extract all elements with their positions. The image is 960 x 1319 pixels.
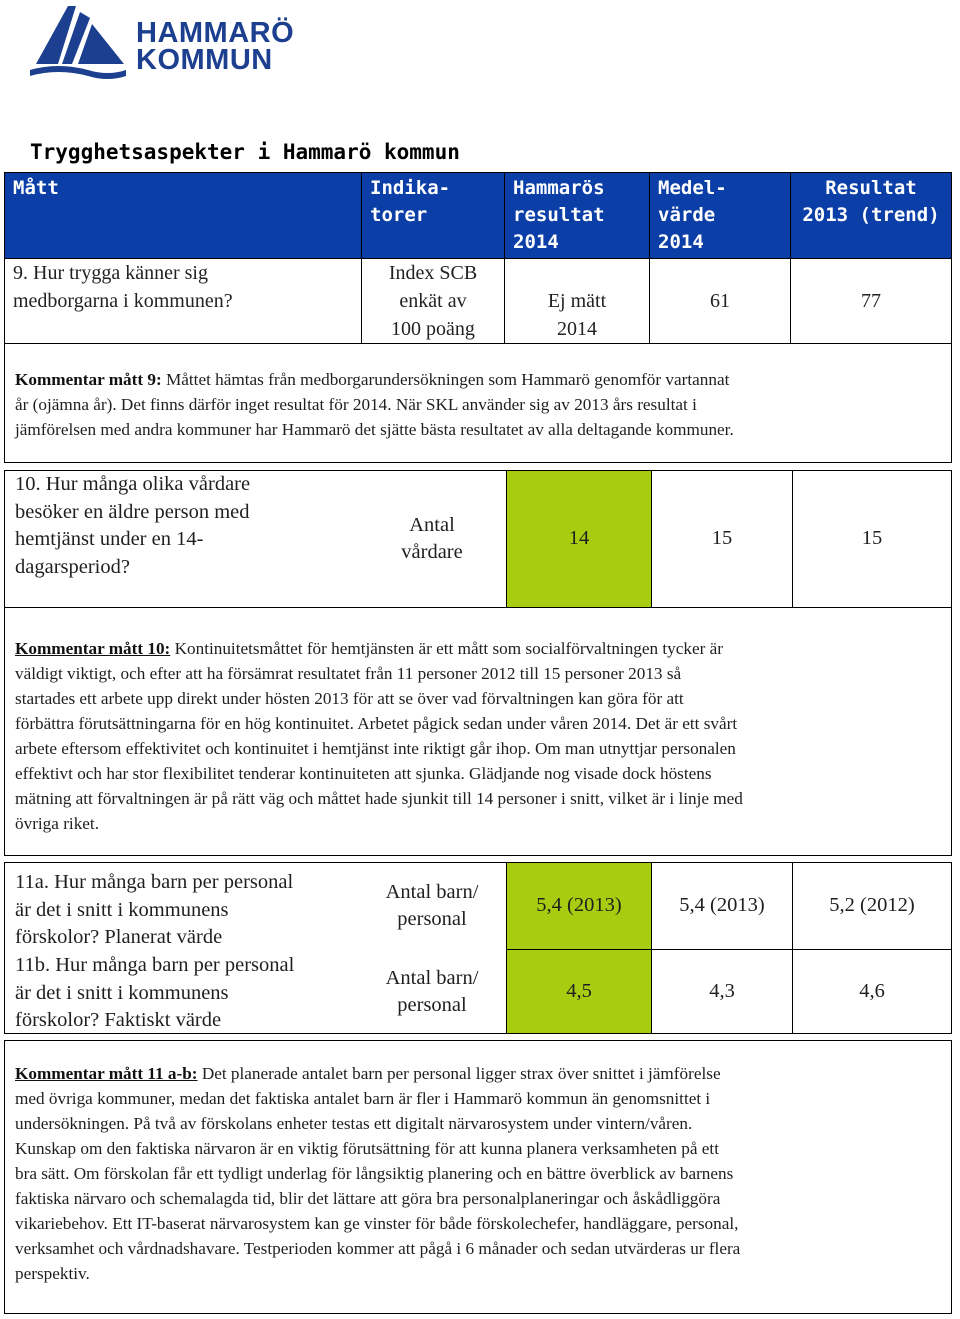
measure-11b-average: 4,3 xyxy=(709,979,735,1002)
measure-11b-result: 4,5 xyxy=(507,950,651,1033)
measure-11-rows xyxy=(4,862,952,1034)
measure-9-result: Ej mätt 2014 xyxy=(505,259,650,344)
header-hammaros-resultat: Hammarös resultat 2014 xyxy=(505,173,650,259)
comment-10-label: Kommentar mått 10: xyxy=(15,639,171,658)
measure-11a-question: 11a. Hur många barn per personal är det i snitt i kommunens förskolor? Planerat värde xyxy=(15,871,294,948)
section-title: Trygghetsaspekter i Hammarö kommun xyxy=(30,140,460,164)
measure-11a-average: 5,4 (2013) xyxy=(679,894,765,917)
measure-9-question: 9. Hur trygga känner sig medborgarna i kommunen? xyxy=(5,259,362,344)
measure-10-average: 15 xyxy=(711,527,733,550)
measure-10-comment: Kommentar mått 10: Kontinuitetsmåttet för hemtjänsten är ett mått som socialförvaltningen tycker är väldigt viktigt, och efter att ha försämrat resultatet från 11 personer 2012 till 15 personer 2013 så startades ett arbete upp direkt under hösten 2013 för att se över vad förvaltningen kan göra för att förbättra förutsättningarna för en hög kontinuitet. Arbetet pågick sedan under våren 2014. Det är ett svårt arbete eftersom effektivitet och kontinuitet i hemtjänst inte riktigt går ihop. Om man utnyttjar personalen effektivt och har stor flexibilitet tenderar kontinuiteten att sjunka. Glädjande nog visade dock höstens mätning att förvaltningen är på rätt väg och måttet hade sjunkit till 14 personer i snitt, vilket är i linje med övriga riket. xyxy=(4,608,952,856)
measure-11-comment: Kommentar mått 11 a-b: Det planerade antalet barn per personal ligger strax över snittet i jämförelse med övriga kommuner, medan det faktiska antalet barn är fler i Hammarö kommun än genomsnittet i undersökningen. På två av förskolans enheter testas ett digitalt närvarosystem under vintern/våren. Kunskap om den faktiska närvaron är en viktig förutsättning för att kunna planera verksamheten på ett bra sätt. Om förskolan får ett tydligt underlag för långsiktig planering och en bättre överblick av barnens faktiska närvaro och schemalagda tid, blir det lättare att göra bra personalplaneringar och åskådliggöra vikariebehov. Ett IT-baserat närvarosystem kan ge vinster för både förskolechefer, handläggare, personal, verksamhet och vårdnadshavare. Testperioden kommer att pågå i 6 månader och sedan utvärderas ur flera perspektiv. xyxy=(4,1040,952,1314)
measure-10-row xyxy=(4,470,952,608)
measure-9-table xyxy=(4,172,952,344)
measure-9-average: 61 xyxy=(650,259,791,344)
measure-11a-result: 5,4 (2013) xyxy=(507,863,651,949)
measure-11a-trend: 5,2 (2012) xyxy=(829,894,915,917)
measure-10-trend: 15 xyxy=(861,527,883,550)
measure-11a-indicator: Antal barn/ personal xyxy=(385,880,479,930)
logo-line-1: HAMMARÖ xyxy=(136,17,295,49)
measure-9-row xyxy=(5,259,952,344)
logo-text xyxy=(136,17,295,76)
header-matt: Mått xyxy=(5,173,362,259)
logo-line-2: KOMMUN xyxy=(136,44,273,76)
table-header-row xyxy=(5,173,952,259)
header-resultat-trend: Resultat 2013 (trend) xyxy=(791,173,952,259)
measure-9-trend: 77 xyxy=(791,259,952,344)
header-medelvarde: Medel- värde 2014 xyxy=(650,173,791,259)
hammaro-logo xyxy=(28,4,308,90)
comment-11-label: Kommentar mått 11 a-b: xyxy=(15,1064,198,1083)
measure-10-indicator: Antal vårdare xyxy=(401,513,463,563)
measure-10-question: 10. Hur många olika vårdare besöker en äldre person med hemtjänst under en 14- dagarsperiod? xyxy=(15,473,251,578)
header-indikatorer: Indika- torer xyxy=(362,173,505,259)
sail-logo-icon xyxy=(28,4,128,90)
measure-11b-indicator: Antal barn/ personal xyxy=(385,966,479,1016)
comment-9-label: Kommentar mått 9: xyxy=(15,370,162,389)
measure-9-indicator: Index SCB enkät av 100 poäng xyxy=(362,259,505,344)
measure-11b-question: 11b. Hur många barn per personal är det i snitt i kommunens förskolor? Faktiskt värde xyxy=(15,954,295,1031)
measure-9-comment: Kommentar mått 9: Måttet hämtas från medborgarundersökningen som Hammarö genomför vartannat år (ojämna år). Det finns därför inget resultat för 2014. När SKL använder sig av 2013 års resultat i jämförelsen med andra kommuner har Hammarö det sjätte bästa resultatet av alla deltagande kommuner. xyxy=(4,340,952,463)
measure-10-result: 14 xyxy=(507,471,651,607)
measure-11b-trend: 4,6 xyxy=(859,979,885,1002)
